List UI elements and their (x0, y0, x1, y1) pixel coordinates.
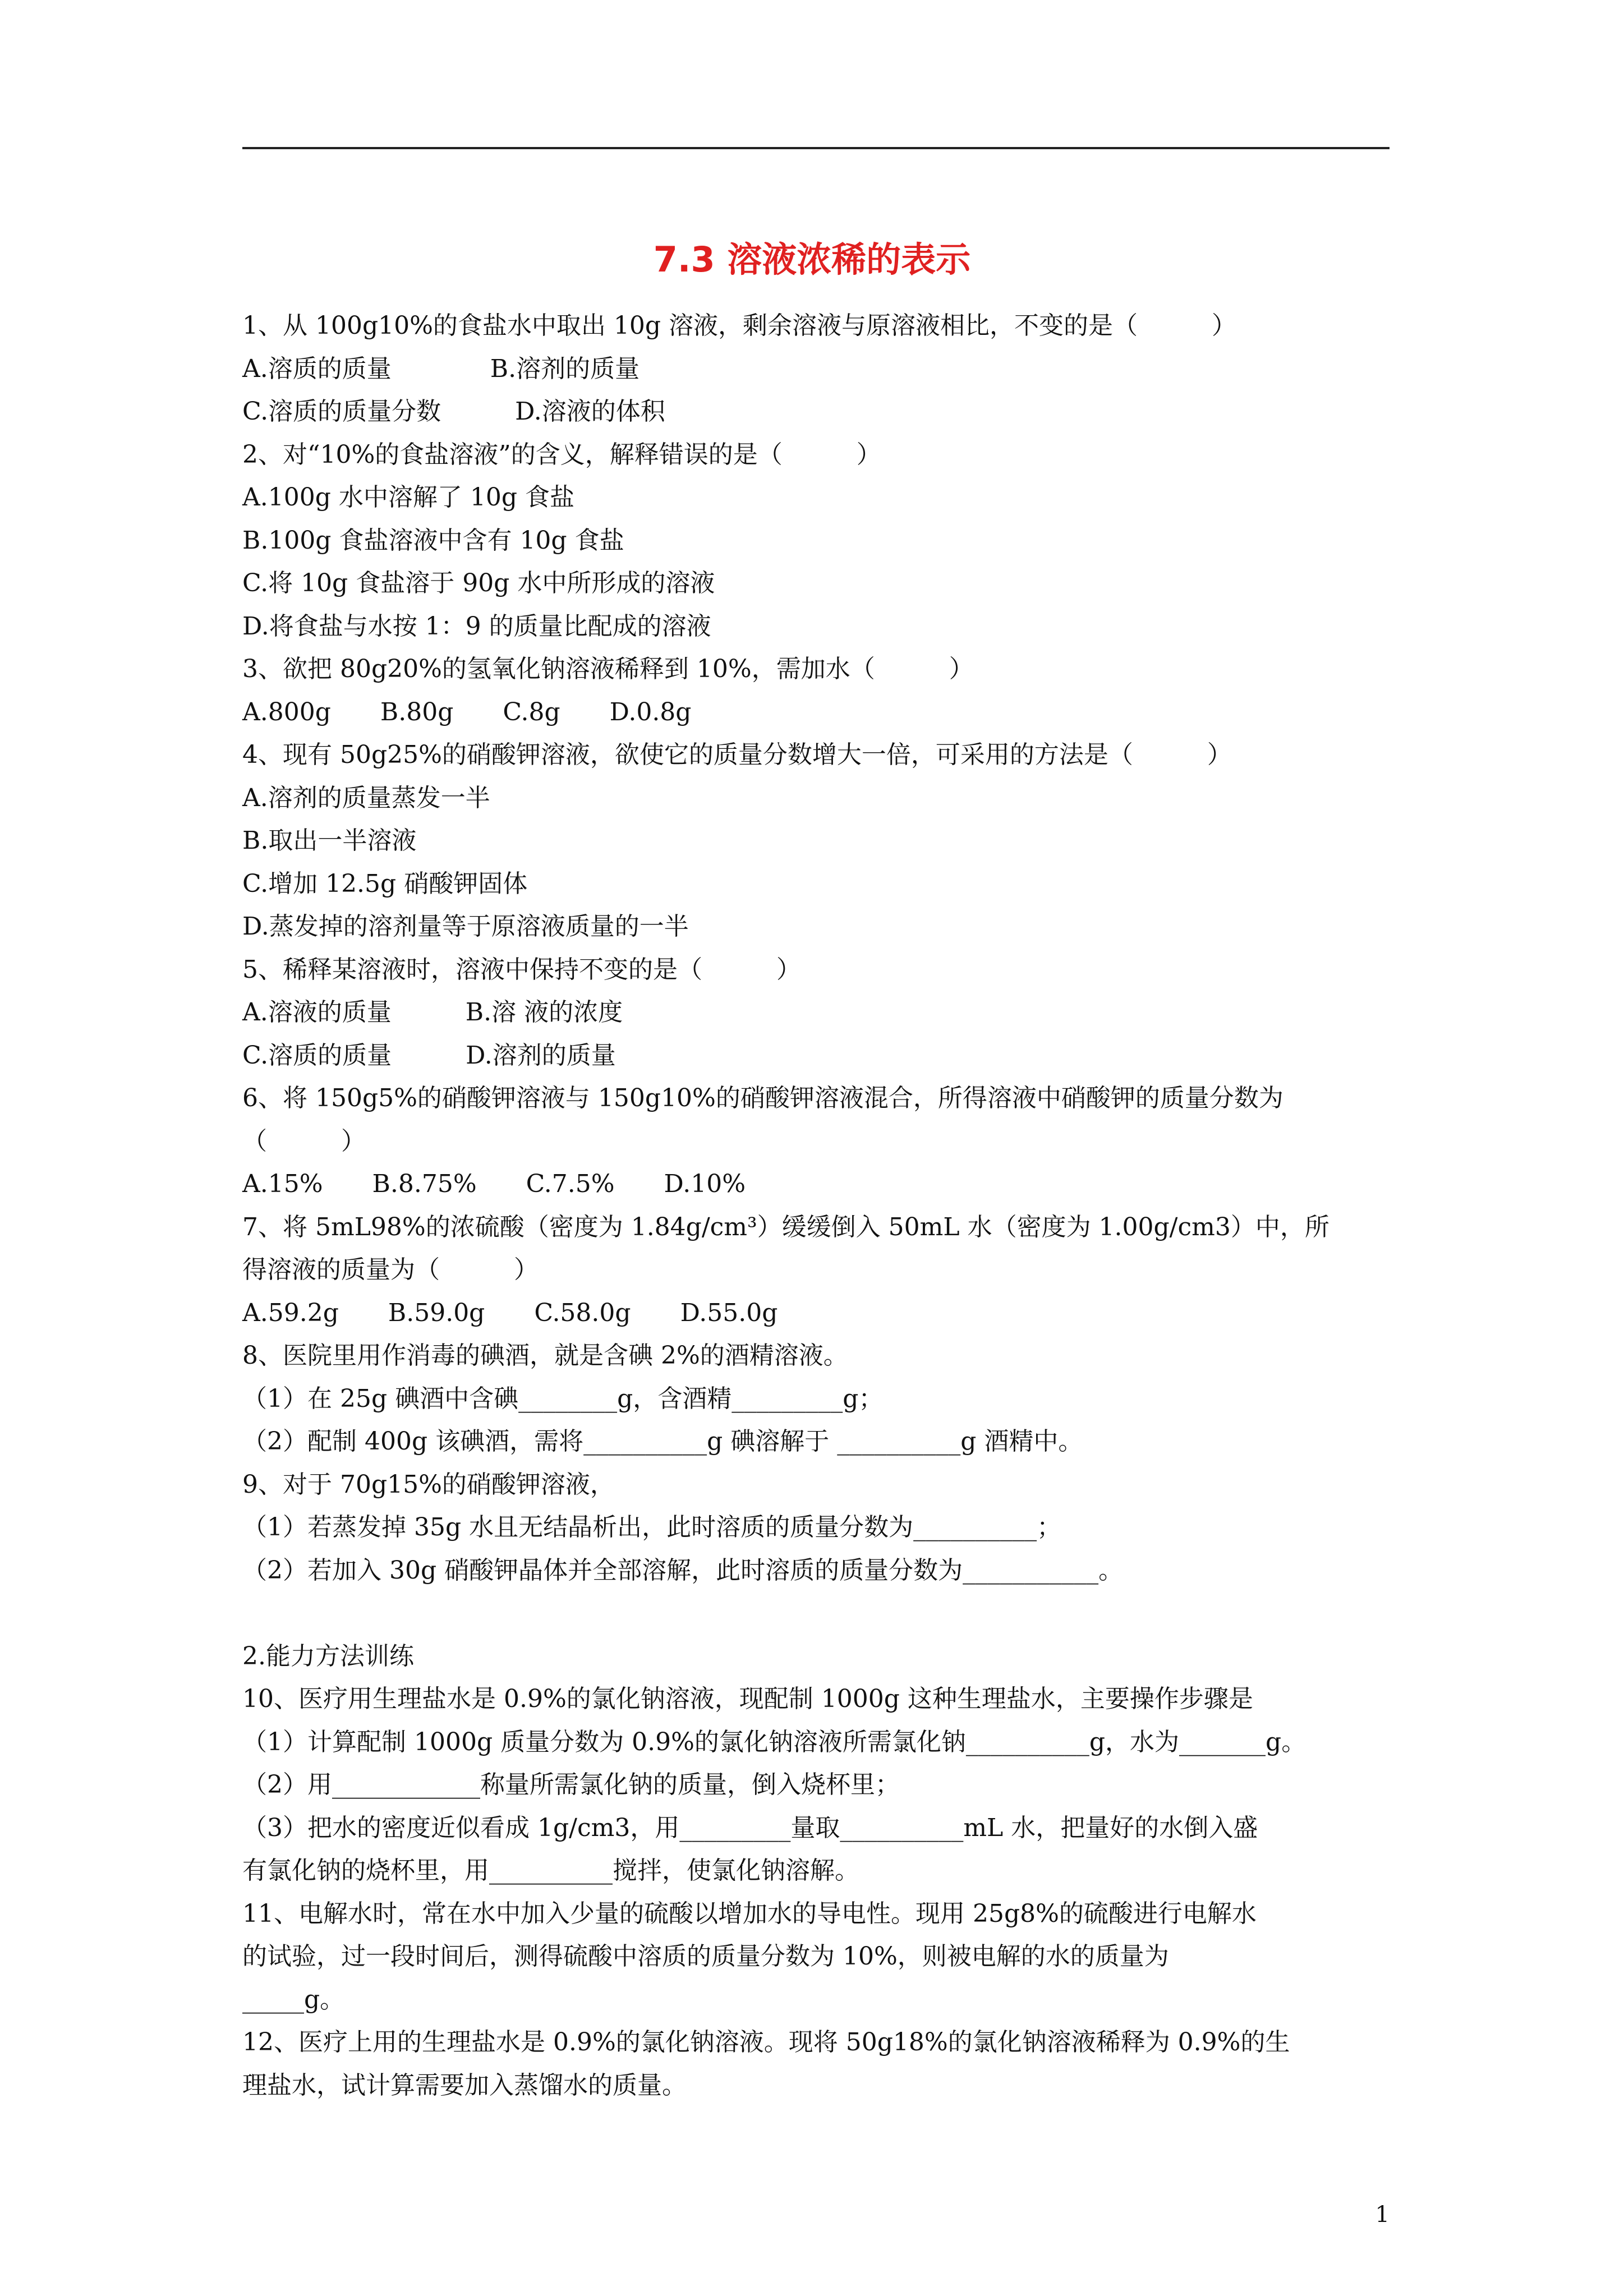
text-line: _____g。 (242, 1985, 345, 2014)
text-line: C.将 10g 食盐溶于 90g 水中所形成的溶液 (242, 569, 715, 597)
text-line: 1、从 100g10%的食盐水中取出 10g 溶液，剩余溶液与原溶液相比，不变的是（ ） (242, 311, 1237, 340)
text-line: 9、对于 70g15%的硝酸钾溶液， (242, 1470, 615, 1499)
text-line: C.增加 12.5g 硝酸钾固体 (242, 869, 528, 898)
text-line: 10、医疗用生理盐水是 0.9%的氯化钠溶液，现配制 1000g 这种生理盐水，主要操作步骤是 (242, 1685, 1253, 1713)
text-line: 7、将 5mL98%的浓硫酸（密度为 1.84g/cm³）缓缓倒入 50mL 水（密度为 1.00g/cm3）中，所 (242, 1212, 1329, 1241)
text-line: D.将食盐与水按 1：9 的质量比配成的溶液 (242, 611, 711, 641)
header-rule (242, 147, 1390, 149)
page-title: 7.3 溶液浓稀的表示 (653, 239, 971, 280)
text-line: （1）计算配制 1000g 质量分数为 0.9%的氯化钠溶液所需氯化钠__________g，水为_______g。 (242, 1727, 1306, 1756)
text-line: 5、稀释某溶液时，溶液中保持不变的是（ ） (242, 955, 801, 984)
question-list (242, 305, 1398, 2107)
text-line: 有氯化钠的烧杯里，用__________搅拌，使氯化钠溶解。 (242, 1856, 859, 1885)
text-line: 6、将 150g5%的硝酸钾溶液与 150g10%的硝酸钾溶液混合，所得溶液中硝酸钾的质量分数为 (242, 1084, 1283, 1112)
text-line: 8、医院里用作消毒的碘酒，就是含碘 2%的酒精溶液。 (242, 1341, 848, 1370)
page-number: 1 (1375, 2202, 1390, 2228)
blank-line (242, 1592, 1398, 1635)
text-line: A.溶质的质量 B.溶剂的质量 (242, 354, 640, 383)
text-line: 得溶液的质量为（ ） (242, 1255, 539, 1284)
text-line: A.100g 水中溶解了 10g 食盐 (242, 483, 575, 512)
text-line: B.100g 食盐溶液中含有 10g 食盐 (242, 526, 624, 555)
text-line: （2）配制 400g 该碘酒，需将__________g 碘溶解于 __________g 酒精中。 (242, 1427, 1083, 1456)
text-line: 12、医疗上用的生理盐水是 0.9%的氯化钠溶液。现将 50g18%的氯化钠溶液稀释为 0.9%的生 (242, 2028, 1290, 2056)
text-line: A.溶剂的质量蒸发一半 (242, 783, 490, 812)
text-line: （ ） (242, 1126, 366, 1156)
text-line: 的试验，过一段时间后，测得硫酸中溶质的质量分数为 10%，则被电解的水的质量为 (242, 1942, 1169, 1971)
text-line: （1）若蒸发掉 35g 水且无结晶析出，此时溶质的质量分数为__________； (242, 1513, 1062, 1542)
text-line: 11、电解水时，常在水中加入少量的硫酸以增加水的导电性。现用 25g8%的硫酸进行电解水 (242, 1899, 1257, 1928)
text-line: 理盐水，试计算需要加入蒸馏水的质量。 (242, 2070, 687, 2100)
text-line: （3）把水的密度近似看成 1g/cm3，用_________量取__________mL 水，把量好的水倒入盛 (242, 1813, 1258, 1842)
text-line: C.溶质的质量分数 D.溶液的体积 (242, 397, 665, 426)
text-line: A.59.2g B.59.0g C.58.0g D.55.0g (242, 1298, 778, 1327)
text-line: A.15% B.8.75% C.7.5% D.10% (242, 1170, 746, 1198)
text-line: C.溶质的质量 D.溶剂的质量 (242, 1041, 616, 1070)
text-line: 2、对“10%的食盐溶液”的含义，解释错误的是（ ） (242, 440, 881, 469)
text-line: （1）在 25g 碘酒中含碘________g，含酒精_________g； (242, 1384, 884, 1413)
text-line: 3、欲把 80g20%的氢氧化钠溶液稀释到 10%，需加水（ ） (242, 655, 974, 683)
text-line: 4、现有 50g25%的硝酸钾溶液，欲使它的质量分数增大一倍，可采用的方法是（ ） (242, 740, 1232, 769)
text-line: A.800g B.80g C.8g D.0.8g (242, 697, 692, 726)
text-line: （2）若加入 30g 硝酸钾晶体并全部溶解，此时溶质的质量分数为___________。 (242, 1556, 1124, 1585)
text-line: A.溶液的质量 B.溶 液的浓度 (242, 998, 623, 1027)
text-line: D.蒸发掉的溶剂量等于原溶液质量的一半 (242, 912, 689, 941)
text-line: （2）用____________称量所需氯化钠的质量，倒入烧杯里； (242, 1770, 900, 1799)
section-heading: 2.能力方法训练 (242, 1641, 414, 1671)
text-line: B.取出一半溶液 (242, 826, 417, 855)
